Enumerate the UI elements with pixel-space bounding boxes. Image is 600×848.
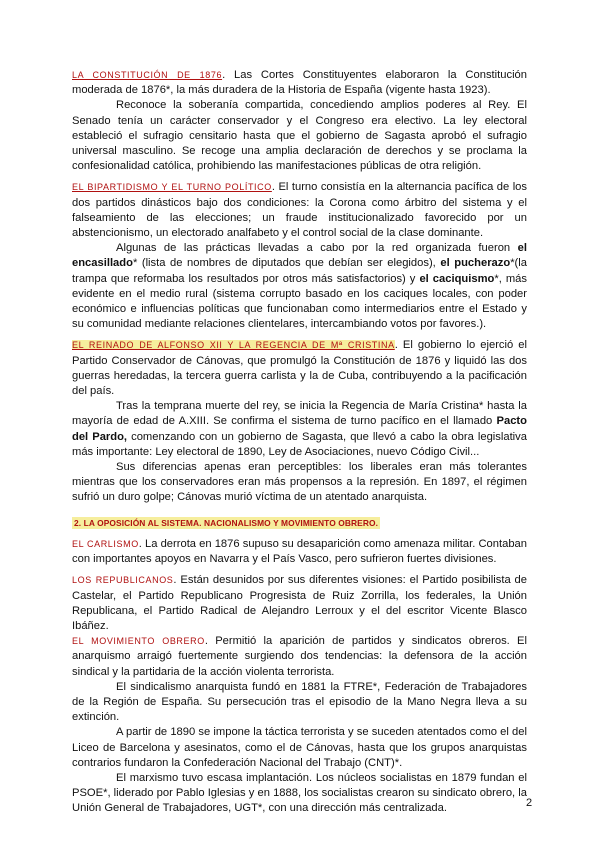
constitucion-heading: LA CONSTITUCIÓN DE 1876	[72, 70, 223, 80]
text-span: *(la trampa que reformaba los resultados por otros más satisfactorios) y	[72, 257, 527, 285]
carlismo-paragraph	[72, 537, 527, 567]
bipartidismo-text: . El turno consistía en la alternancia pacífica de los dos partidos dinásticos bajo dos condiciones: la Corona como árbitro del sistema y el falseamiento de las elecciones; un fraude institucionalizado favorecido por un abstencionismo, un electorado analfabeto y el control social de la clase dominante.	[72, 181, 528, 240]
terrorismo-paragraph: A partir de 1890 se impone la táctica terrorista y se suceden atentados como el del Liceo de Barcelona y asesinatos, como el de Cánovas, hasta que los grupos anarquistas contrarios fundaron la Confederación Nacional del Trabajo (CNT)*.	[72, 726, 527, 769]
movimiento-obrero-text: . Permitió la aparición de partidos y sindicatos obreros. El anarquismo arraigó fuertemente surgiendo dos tendencias: la defensora de la acción sindical y la partidaria de la acción violenta terrorista.	[72, 635, 527, 678]
bipartidismo-paragraph	[72, 180, 527, 241]
pucherazo-term: el pucherazo	[440, 257, 511, 270]
page-body	[72, 68, 527, 817]
text-span: comenzando con un gobierno de Sagasta, que llevó a cabo la obra legislativa más importante: Ley electoral de 1890, Ley de Asociaciones, nuevo Código Civil...	[72, 430, 527, 458]
movimiento-obrero-heading: EL MOVIMIENTO OBRERO	[72, 636, 205, 647]
carlismo-heading: EL CARLISMO	[72, 538, 139, 549]
republicanos-heading: LOS REPUBLICANOS	[72, 575, 174, 586]
caciquismo-term: el caciquismo	[419, 272, 495, 285]
reinado-text: . El gobierno lo ejerció el Partido Conservador de Cánovas, que promulgó la Constitución de 1876 y liquidó las dos guerras heredadas, la tercera guerra carlista y la de Cuba, contribuyendo a la pacificación del país.	[72, 339, 527, 398]
republicanos-text: . Están desunidos por sus diferentes visiones: el Partido posibilista de Castelar, el Partido Republicano Progresista de Ruiz Zorrilla, los federales, la Unión Republicana, el Partido Radical de Alejandro Lerroux y el del escritor Vicente Blasco Ibáñez.	[72, 574, 527, 632]
reinado-paragraph-2	[72, 399, 527, 460]
marxismo-paragraph: El marxismo tuvo escasa implantación. Los núcleos socialistas en 1879 fundan el PSOE*, liderado por Pablo Iglesias y en 1888, los socialistas crearon su sindicato obrero, la Unión General de Trabajadores, UGT*, con una dirección más centralizada.	[72, 771, 527, 815]
constitucion-paragraph-2: Reconoce la soberanía compartida, concediendo amplios poderes al Rey. El Senado tenía un carácter conservador y el Congreso era electivo. La ley electoral estableció el sufragio censitario hasta que el gobierno de Sagasta aprobó el sufragio universal masculino. Se recoge una amplia declaración de derechos y se proclama la confesionalidad católica, prohibiendo las manifestaciones públicas de otra religión.	[72, 99, 527, 173]
text-span: *, más evidente en el medio rural (sistema corrupto basado en los caciques locales, con poder económico e influencias políticas que funcionaban como intermediarios entre el Estado y su comunidad mediante relaciones clientelares, intercambiando votos por favores.).	[72, 272, 527, 331]
page-number: 2	[526, 797, 533, 809]
movimiento-obrero-paragraph	[72, 634, 527, 680]
text-span: * (lista de nombres de diputados que debían ser elegidos),	[132, 257, 441, 270]
bipartidismo-heading: EL BIPARTIDISMO Y EL TURNO POLÍTICO	[72, 182, 272, 193]
reinado-paragraph	[72, 338, 527, 399]
section-2-title: 2. LA OPOSICIÓN AL SISTEMA. NACIONALISMO Y MOVIMIENTO OBRERO.	[74, 517, 379, 528]
sindicalismo-paragraph: El sindicalismo anarquista fundó en 1881 la FTRE*, Federación de Trabajadores de la Región de España. Su persecución tras el episodio de la Mano Negra lleva a su extinción.	[72, 680, 527, 724]
encasillado-term: el encasillado	[72, 242, 527, 270]
pacto-del-pardo-term: Pacto del Pardo,	[72, 415, 527, 443]
reinado-heading: EL REINADO DE ALFONSO XII Y LA REGENCIA DE Mª CRISTINA	[72, 340, 395, 351]
carlismo-text: . La derrota en 1876 supuso su desaparición como amenaza militar. Contaban con importantes apoyos en Navarra y el País Vasco, pero sufrieron fuertes divisiones.	[72, 537, 527, 566]
constitucion-paragraph	[72, 68, 527, 98]
text-span: Algunas de las prácticas llevadas a cabo por la red organizada fueron	[116, 242, 518, 255]
bipartidismo-paragraph-2	[72, 241, 527, 332]
constitucion-text: . Las Cortes Constituyentes elaboraron la Constitución moderada de 1876*, la más duradera de la Historia de España (vigente hasta 1923).	[72, 69, 527, 97]
text-span: Tras la temprana muerte del rey, se inicia la Regencia de María Cristina* hasta la mayoría de edad de A.XIII. Se confirma el sistema de turno pacífico en el llamado	[72, 400, 527, 428]
reinado-paragraph-3: Sus diferencias apenas eran perceptibles: los liberales eran más tolerantes mientras que los conservadores eran más propensos a la represión. En 1897, el régimen sufrió un duro golpe; Cánovas murió víctima de un atentado anarquista.	[72, 461, 527, 504]
republicanos-paragraph	[72, 573, 527, 634]
section-2-title-line	[72, 516, 527, 531]
